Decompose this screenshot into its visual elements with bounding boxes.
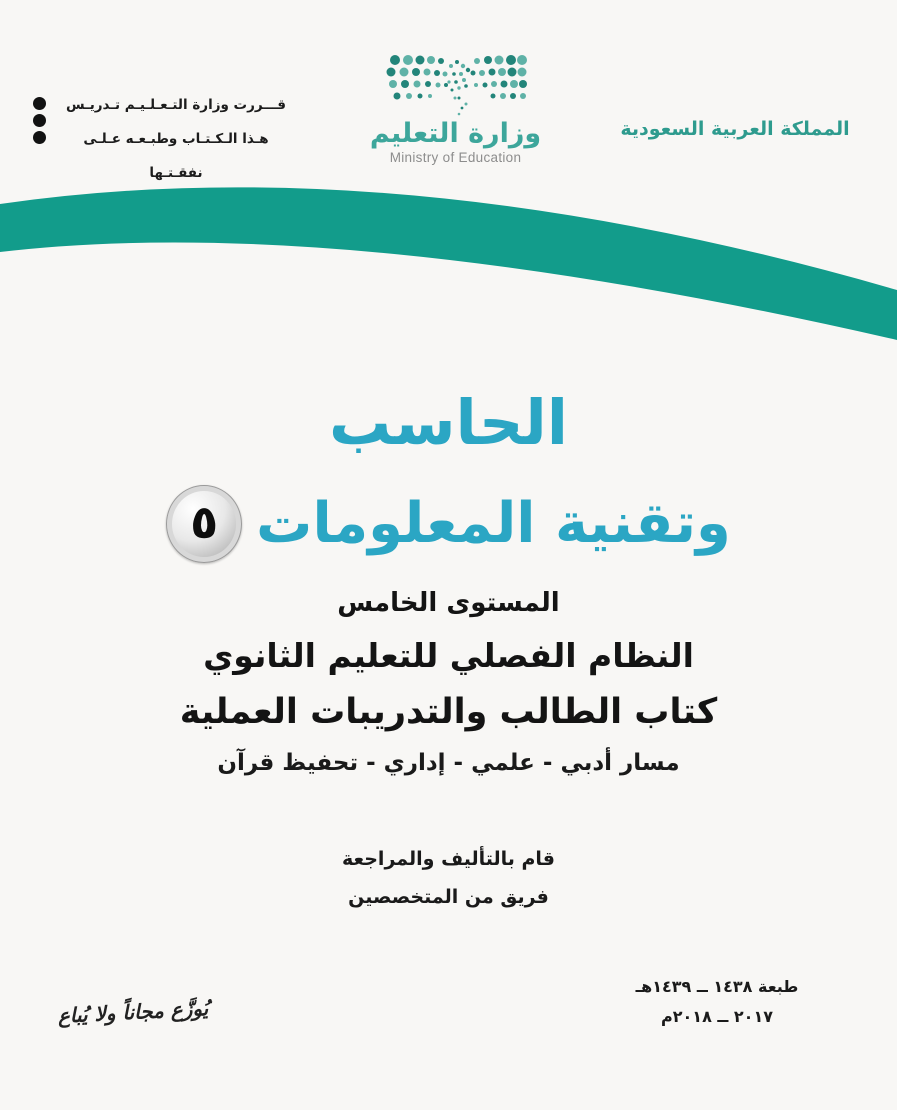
edition-hijri: طبعة ١٤٣٨ ــ ١٤٣٩هـ [635, 977, 799, 996]
decree-line-1: قـــررت وزارة التـعـلـيـم تـدريـس [66, 97, 286, 113]
edition-block [622, 972, 812, 1032]
free-distribution-note: يُوزَّع مجاناً ولا يُباع [57, 996, 209, 1028]
bullet-dot-icon [33, 131, 46, 144]
authorship-block [0, 840, 897, 916]
teal-swoosh-band [0, 168, 897, 383]
ministry-name-arabic: وزارة التعليم [369, 118, 542, 149]
country-name: المملكة العربية السعودية [620, 118, 850, 140]
moe-palm-dots-icon [381, 52, 531, 118]
system-subtitle: النظام الفصلي للتعليم الثانوي [203, 636, 694, 675]
edition-gregorian: ٢٠١٧ ــ ٢٠١٨م [661, 1007, 773, 1026]
ministry-of-education-logo [348, 52, 563, 165]
ministry-name-english: Ministry of Education [389, 150, 522, 165]
main-title-line2-row [0, 478, 897, 570]
authorship-line2: فريق من المتخصصين [348, 886, 549, 908]
level-5-coin-badge [166, 485, 242, 563]
bullet-dot-icon [33, 97, 46, 110]
decree-line-2: هـذا الـكـتـاب وطبـعـه عـلـى نفقـتـها [83, 131, 269, 181]
bullet-dot-icon [33, 114, 46, 127]
level-number: ٥ [190, 495, 219, 549]
main-title-line2: وتقنية المعلومات [256, 491, 731, 556]
authorship-line1: قام بالتأليف والمراجعة [341, 848, 555, 870]
level-subtitle: المستوى الخامس [337, 588, 560, 618]
tracks-subtitle: مسار أدبي - علمي - إداري - تحفيظ قرآن [217, 750, 680, 776]
main-title-line1: الحاسب [328, 386, 569, 459]
book-type-subtitle: كتاب الطالب والتدريبات العملية [179, 692, 718, 732]
decree-bullet-dots-icon [33, 97, 47, 144]
